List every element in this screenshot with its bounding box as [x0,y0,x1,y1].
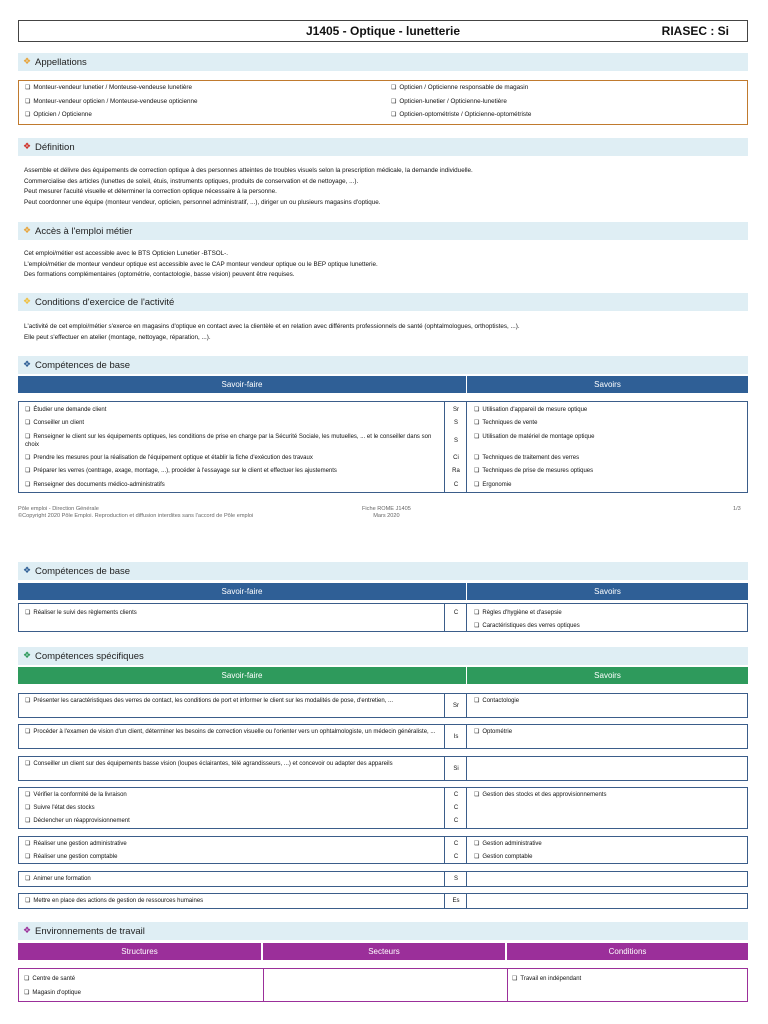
header-label: Savoirs [594,587,621,596]
appellations-box [18,80,748,125]
appellation-item: ❏ Opticien-optométriste / Opticienne-optométriste [391,111,531,119]
page-title: J1405 - Optique - lunetterie [305,24,461,38]
table-row: ❏ Suivre l'état des stocks [25,804,95,812]
header-label: Savoir-faire [221,380,263,389]
definition-line: Assemble et délivre des équipements de correction optique à des personnes atteintes de troubles visuels selon la prescription médicale, la demande individuelle. [24,167,473,174]
header-savoir-faire [18,667,466,684]
header-savoirs [467,583,748,600]
specific-row [18,756,748,781]
conditions-line: L'activité de cet emploi/métier s'exerce en magasins d'optique en contact avec la clientèle et en relation avec différents professionnels de santé (ophtalmologues, orthoptistes, ...). [24,323,520,330]
header-savoirs [467,376,748,393]
riasec-cell: S [453,876,458,882]
table-row: ❏ Préparer les verres (centrage, axage, montage, ...), procéder à l'essayage sur le client et effectuer les ajustements [25,467,337,475]
section-definition [18,138,748,156]
table-row: ❏ Réaliser le suivi des règlements clients [25,609,137,617]
riasec-cell: C [453,854,459,860]
section-environnements [18,922,748,940]
section-acces [18,222,748,240]
savoir-item: ❏ Optométrie [474,728,512,736]
diamond-icon: ❖ [23,225,32,235]
table-row: ❏ Renseigner le client sur les équipements optiques, les conditions de prise en charge par la Sécurité Sociale, les mutuelles, ... et le conseiller dans son choix [25,433,435,449]
header-structures [18,943,261,960]
table-row: ❏ Vérifier la conformité de la livraison [25,791,127,799]
header-conditions [507,943,748,960]
footer-line: Pôle emploi - Direction Générale [18,506,99,512]
structure-item: ❏ Centre de santé [24,975,75,983]
acces-text [24,249,378,281]
section-title: Accès à l'emploi métier [35,226,133,237]
header-label: Savoir-faire [221,587,263,596]
footer-middle [362,506,411,520]
riasec-cell: Ra [452,468,460,474]
appellation-item: ❏ Monteur-vendeur opticien / Monteuse-vendeuse opticienne [25,98,198,106]
appellation-item: ❏ Opticien / Opticienne responsable de magasin [391,84,528,92]
diamond-icon: ❖ [23,925,32,935]
header-secteurs [263,943,505,960]
savoir-item: ❏ Gestion administrative [474,840,542,848]
table-row: ❏ Conseiller un client sur des équipements basse vision (loupes éclairantes, télé agrandisseurs, ...) et concevoir ou adapter des appareils [25,760,437,768]
section-title: Conditions d'exercice de l'activité [35,297,175,308]
riasec-cell: Ci [453,455,459,461]
header-savoir-faire [18,583,466,600]
appellation-item: ❏ Monteur-vendeur lunetier / Monteuse-vendeuse lunetière [25,84,192,92]
table-row: ❏ Prendre les mesures pour la réalisation de l'équipement optique et établir la fiche d'exécution des travaux [25,454,313,462]
table-row: ❏ Étudier une demande client [25,406,106,414]
table-row: ❏ Réaliser une gestion comptable [25,853,117,861]
riasec-cell: Sr [453,407,459,413]
riasec-cell: Es [452,898,460,904]
header-savoir-faire [18,376,466,393]
header-label: Conditions [608,947,647,956]
specific-row [18,871,748,887]
section-title: Définition [35,142,75,153]
savoir-item: ❏ Gestion comptable [474,853,532,861]
definition-line: Peut coordonner une équipe (monteur vendeur, opticien, personnel administratif, ...), diriger un ou plusieurs magasins d'optique. [24,198,381,206]
header-savoirs [467,667,748,684]
savoir-item: ❏ Techniques de traitement des verres [474,454,579,462]
section-title: Compétences spécifiques [35,651,144,662]
section-title: Compétences de base [35,360,131,371]
condition-item: ❏ Travail en indépendant [512,975,581,983]
riasec-cell: S [453,438,458,444]
table-row: ❏ Réaliser une gestion administrative [25,840,127,848]
environnements-table [18,968,748,1002]
specific-row [18,893,748,909]
footer-line: Mars 2020 [373,513,400,519]
table-row: ❏ Conseiller un client [25,419,84,427]
specific-row [18,693,748,718]
appellation-item: ❏ Opticien-lunetier / Opticienne-lunetière [391,98,507,106]
savoir-item: ❏ Ergonomie [474,481,511,489]
savoir-item: ❏ Caractéristiques des verres optiques [474,622,580,630]
riasec-cell: C [453,841,459,847]
riasec-cell: Is [453,734,459,740]
section-title: Environnements de travail [35,926,145,937]
diamond-icon: ❖ [23,650,32,660]
savoir-item: ❏ Techniques de prise de mesures optiques [474,467,593,475]
header-label: Savoirs [594,380,621,389]
savoir-item: ❏ Utilisation de matériel de montage optique [474,433,594,441]
diamond-icon: ❖ [23,141,32,151]
savoir-item: ❏ Contactologie [474,697,519,705]
riasec-cell: Si [453,766,459,772]
acces-line: Cet emploi/métier est accessible avec le BTS Opticien Lunetier -BTSOL-. [24,250,229,257]
appellation-item: ❏ Opticien / Opticienne [25,111,92,119]
savoir-item: ❏ Utilisation d'appareil de mesure optique [474,406,587,414]
riasec-cell: C [453,610,459,616]
specific-row [18,787,748,829]
section-competences-specifiques [18,647,748,665]
definition-line: Commercialise des articles (lunettes de soleil, étuis, instruments optiques, produits de conservation et de nettoyage, ...). [24,177,359,185]
section-competences-base-2 [18,562,748,580]
riasec-cell: C [453,792,459,798]
conditions-text [24,322,520,343]
savoir-item: ❏ Techniques de vente [474,419,537,427]
header-label: Secteurs [368,947,400,956]
diamond-icon: ❖ [23,56,32,66]
structure-item: ❏ Magasin d'optique [24,989,81,997]
diamond-icon: ❖ [23,296,32,306]
footer-left [18,506,253,520]
acces-line: L'emploi/métier de monteur vendeur optique est accessible avec le CAP monteur vendeur optique ou le BEP optique lunetterie. [24,260,378,268]
riasec-cell: C [453,482,459,488]
section-appellations [18,53,748,71]
diamond-icon: ❖ [23,565,32,575]
title-bar [18,20,748,42]
savoir-item: ❏ Gestion des stocks et des approvisionnements [474,791,606,799]
footer-line: Fiche ROME J1405 [362,506,411,512]
conditions-line: Elle peut s'effectuer en atelier (montage, nettoyage, réparation, ...). [24,333,211,341]
diamond-icon: ❖ [23,359,32,369]
competences-base-table [18,401,748,493]
section-conditions [18,293,748,311]
riasec-cell: C [453,805,459,811]
header-label: Savoir-faire [221,671,263,680]
table-row: ❏ Déclencher un réapprovisionnement [25,817,130,825]
table-row: ❏ Renseigner des documents médico-administratifs [25,481,165,489]
savoir-item: ❏ Règles d'hygiène et d'asepsie [474,609,562,617]
riasec-code: RIASEC : Si [661,24,729,38]
table-row: ❏ Mettre en place des actions de gestion de ressources humaines [25,897,203,905]
section-competences-base [18,356,748,374]
header-label: Structures [121,947,158,956]
riasec-cell: S [453,420,458,426]
definition-text [24,166,473,208]
footer-line: ©Copyright 2020 Pôle Emploi. Reproduction et diffusion interdites sans l'accord de Pôle emploi [18,513,254,519]
header-label: Savoirs [594,671,621,680]
table-row: ❏ Animer une formation [25,875,91,883]
specific-row [18,724,748,749]
specific-row [18,836,748,864]
page-number: 1/3 [733,506,741,512]
acces-line: Des formations complémentaires (optométrie, contactologie, basse vision) peuvent être requises. [24,271,295,279]
definition-line: Peut mesurer l'acuité visuelle et déterminer la correction optique nécessaire à la personne. [24,188,277,196]
section-title: Appellations [35,57,87,68]
riasec-cell: C [453,818,459,824]
table-row: ❏ Présenter les caractéristiques des verres de contact, les conditions de port et informer le client sur les modalités de pose, d'entretien, ... [25,697,437,705]
riasec-cell: Sr [453,703,459,709]
section-title: Compétences de base [35,566,131,577]
table-row: ❏ Procéder à l'examen de vision d'un client, déterminer les besoins de correction visuelle ou l'orienter vers un ophtalmologiste, un médecin généraliste, ... [25,728,437,736]
competences-base-table-2 [18,603,748,632]
